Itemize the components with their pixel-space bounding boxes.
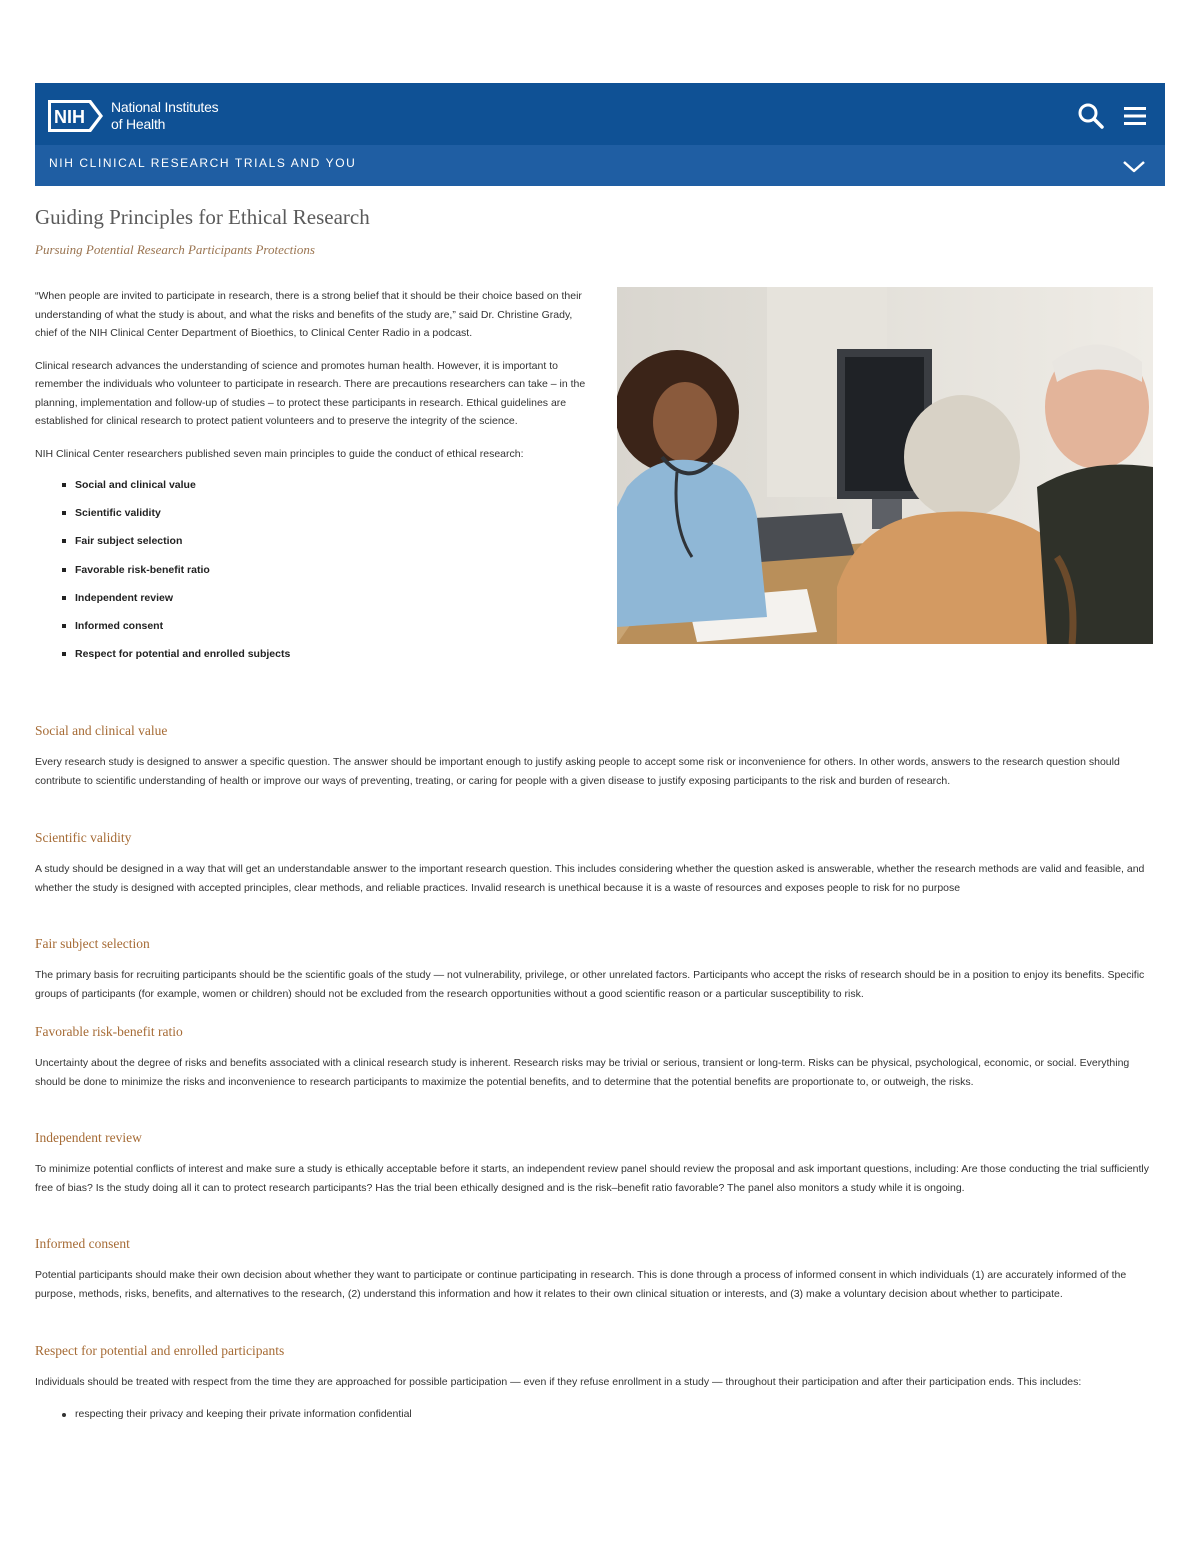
respect-list bbox=[35, 1408, 1155, 1420]
section-heading: Favorable risk-benefit ratio bbox=[35, 1024, 183, 1039]
section-body: Every research study is designed to answer a specific question. The answer should be important enough to justify asking people to accept some risk or inconvenience for others. In other words, answers to the research question should contribute to scientific understanding of health or improve our ways of preventing, treating, or caring for people with a given disease to justify exposing participants to the risk and burden of research. bbox=[35, 756, 1120, 787]
page-title: Guiding Principles for Ethical Research bbox=[35, 205, 370, 229]
section-body: A study should be designed in a way that will get an understandable answer to the important research question. This includes considering whether the question asked is answerable, whether the research methods are valid and feasible, and whether the study is designed with accepted principles, clear methods, and reliable practices. Invalid research is unethical because it is a waste of resources and exposes people to risk for no purpose bbox=[35, 863, 1145, 894]
chevron-down-icon[interactable] bbox=[1121, 158, 1147, 176]
section-respect-participants bbox=[35, 1343, 1155, 1420]
section-informed-consent bbox=[35, 1236, 1155, 1303]
section-scientific-validity bbox=[35, 830, 1155, 897]
page-subtitle: Pursuing Potential Research Participants Protections bbox=[35, 242, 315, 257]
section-heading: Informed consent bbox=[35, 1236, 130, 1251]
search-icon[interactable] bbox=[1077, 102, 1105, 130]
list-item: Scientific validity bbox=[35, 505, 593, 533]
list-item: Informed consent bbox=[35, 618, 593, 646]
list-item: respecting their privacy and keeping their private information confidential bbox=[35, 1408, 1155, 1420]
section-heading: Social and clinical value bbox=[35, 723, 168, 738]
section-fair-subject-selection bbox=[35, 936, 1155, 1003]
list-item: Favorable risk-benefit ratio bbox=[35, 562, 593, 590]
section-body: Potential participants should make their own decision about whether they want to participate or continue participating in research. This is done through a process of informed consent in which individuals (1) are accurately informed of the purpose, methods, risks, benefits, and alternatives to the research, (2) understand this information and how it relates to their own clinical situation or interests, and (3) make a voluntary decision about whether to participate. bbox=[35, 1269, 1127, 1300]
logo-line-2: of Health bbox=[111, 116, 166, 132]
section-social-clinical-value bbox=[35, 723, 1155, 790]
section-heading: Scientific validity bbox=[35, 830, 132, 845]
list-item: Independent review bbox=[35, 590, 593, 618]
list-item: Respect for potential and enrolled subjects bbox=[35, 646, 593, 674]
site-header bbox=[35, 83, 1165, 186]
site-section-label[interactable]: NIH CLINICAL RESEARCH TRIALS AND YOU bbox=[49, 156, 357, 170]
svg-text:NIH: NIH bbox=[54, 107, 85, 127]
logo-text bbox=[111, 99, 218, 133]
section-body: Individuals should be treated with respect from the time they are approached for possible participation — even if they refuse enrollment in a study — throughout their participation and after their participation ends. This includes: bbox=[35, 1376, 1082, 1388]
section-body: The primary basis for recruiting participants should be the scientific goals of the study — not vulnerability, privilege, or other unrelated factors. Participants who accept the risks of research should be in a position to enjoy its benefits. Specific groups of participants (for example, women or children) should not be excluded from the research opportunities without a good scientific reason or a particular susceptibility to risk. bbox=[35, 969, 1145, 1000]
list-item: Social and clinical value bbox=[35, 477, 593, 505]
intro-text bbox=[35, 287, 593, 674]
nih-logo-icon bbox=[47, 96, 107, 136]
section-body: To minimize potential conflicts of interest and make sure a study is ethically acceptable before it starts, an independent review panel should review the proposal and ask important questions, including: Are those conducting the trial sufficiently free of bias? Is the study doing all it can to protect research participants? Has the trial been ethically designed and is the risk–benefit ratio favorable? The panel also monitors a study while it is ongoing. bbox=[35, 1163, 1150, 1194]
header-actions bbox=[1077, 102, 1149, 130]
nih-logo[interactable] bbox=[47, 96, 218, 136]
header-section-bar[interactable] bbox=[35, 145, 1165, 186]
header-top-bar bbox=[35, 83, 1165, 145]
menu-icon[interactable] bbox=[1121, 102, 1149, 130]
intro-paragraph-3: NIH Clinical Center researchers published seven main principles to guide the conduct of ethical research: bbox=[35, 447, 524, 460]
list-item: Fair subject selection bbox=[35, 533, 593, 561]
intro-paragraph-2: Clinical research advances the understanding of science and promotes human health. However, it is important to remember the individuals who volunteer to participate in research. There are precautions researchers can take – in the planning, implementation and follow-up of studies – to protect these participants in research. Ethical guidelines are established for clinical research to protect patient volunteers and to preserve the integrity of the science. bbox=[35, 359, 586, 427]
section-body: Uncertainty about the degree of risks and benefits associated with a clinical research study is inherent. Research risks may be trivial or serious, transient or long-term. Risks can be physical, psychological, economic, or social. Everything should be done to minimize the risks and inconvenience to research participants to maximize the potential benefits, and to determine that the potential benefits are proportionate to, or outweigh, the risks. bbox=[35, 1057, 1130, 1088]
section-independent-review bbox=[35, 1130, 1155, 1197]
section-heading: Fair subject selection bbox=[35, 936, 150, 951]
section-favorable-risk-benefit bbox=[35, 1024, 1155, 1091]
intro-paragraph-1: “When people are invited to participate in research, there is a strong belief that it should be their choice based on their understanding of what the study is about, and what the risks and benefits of the study are,” said Dr. Christine Grady, chief of the NIH Clinical Center Department of Bioethics, to Clinical Center Radio in a podcast. bbox=[35, 290, 582, 339]
section-heading: Respect for potential and enrolled participants bbox=[35, 1343, 285, 1358]
logo-line-1: National Institutes bbox=[111, 99, 219, 115]
section-heading: Independent review bbox=[35, 1130, 142, 1145]
principles-list bbox=[35, 477, 593, 674]
doctor-patient-photo bbox=[617, 287, 1153, 644]
